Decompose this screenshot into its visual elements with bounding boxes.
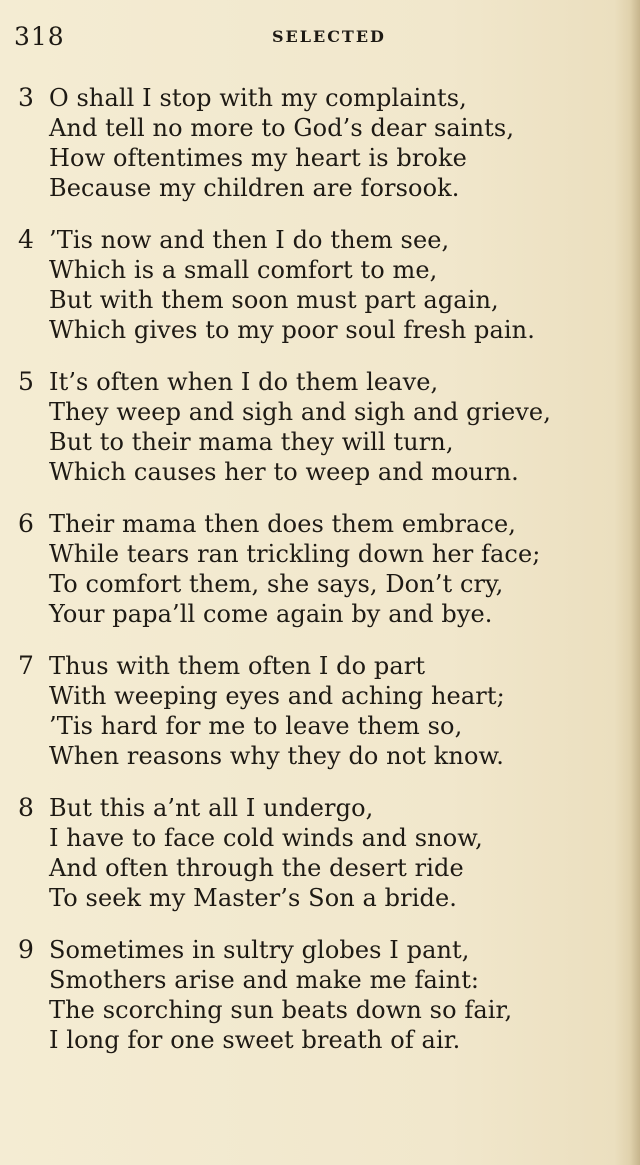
running-head: SELECTED — [272, 27, 386, 46]
verse-line: ’Tis now and then I do them see, — [49, 226, 450, 254]
verse-line: How oftentimes my heart is broke — [49, 144, 467, 172]
verse-line: And tell no more to God’s dear saints, — [49, 114, 515, 142]
stanza-number: 8 — [18, 793, 34, 822]
stanza-9 — [0, 932, 640, 1074]
verse-line: Thus with them often I do part — [49, 652, 426, 680]
hymn-stanzas — [0, 80, 640, 1074]
verse-line: And often through the desert ride — [49, 854, 464, 882]
stanza-number: 9 — [18, 935, 34, 964]
verse-line: Which is a small comfort to me, — [49, 256, 438, 284]
verse-line: ’Tis hard for me to leave them so, — [49, 712, 463, 740]
stanza-number: 4 — [18, 225, 34, 254]
stanza-6 — [0, 506, 640, 648]
verse-line: I have to face cold winds and snow, — [49, 824, 483, 852]
verse-line: Because my children are forsook. — [49, 174, 460, 202]
verse-line: I long for one sweet breath of air. — [49, 1026, 461, 1054]
verse-line: When reasons why they do not know. — [49, 742, 505, 770]
verse-line: Which gives to my poor soul fresh pain. — [49, 316, 535, 344]
stanza-7 — [0, 648, 640, 790]
verse-line: But with them soon must part again, — [49, 286, 499, 314]
stanza-number: 3 — [18, 83, 34, 112]
stanza-number: 7 — [18, 651, 34, 680]
stanza-5 — [0, 364, 640, 506]
verse-line: But this a’nt all I undergo, — [49, 794, 374, 822]
verse-line: It’s often when I do them leave, — [49, 368, 439, 396]
verse-line: Smothers arise and make me faint: — [49, 966, 480, 994]
stanza-number: 5 — [18, 367, 34, 396]
verse-line: The scorching sun beats down so fair, — [49, 996, 513, 1024]
stanza-number: 6 — [18, 509, 34, 538]
verse-line: Which causes her to weep and mourn. — [49, 458, 519, 486]
verse-line: They weep and sigh and sigh and grieve, — [49, 398, 551, 426]
verse-line: O shall I stop with my complaints, — [49, 84, 467, 112]
verse-line: To seek my Master’s Son a bride. — [49, 884, 457, 912]
verse-line: To comfort them, she says, Don’t cry, — [49, 570, 504, 598]
page-number: 318 — [14, 22, 65, 51]
verse-line: With weeping eyes and aching heart; — [49, 682, 505, 710]
verse-line: While tears ran trickling down her face; — [49, 540, 541, 568]
stanza-4 — [0, 222, 640, 364]
verse-line: But to their mama they will turn, — [49, 428, 454, 456]
stanza-3 — [0, 80, 640, 222]
verse-line: Your papa’ll come again by and bye. — [49, 600, 493, 628]
stanza-8 — [0, 790, 640, 932]
verse-line: Sometimes in sultry globes I pant, — [49, 936, 470, 964]
verse-line: Their mama then does them embrace, — [49, 510, 517, 538]
